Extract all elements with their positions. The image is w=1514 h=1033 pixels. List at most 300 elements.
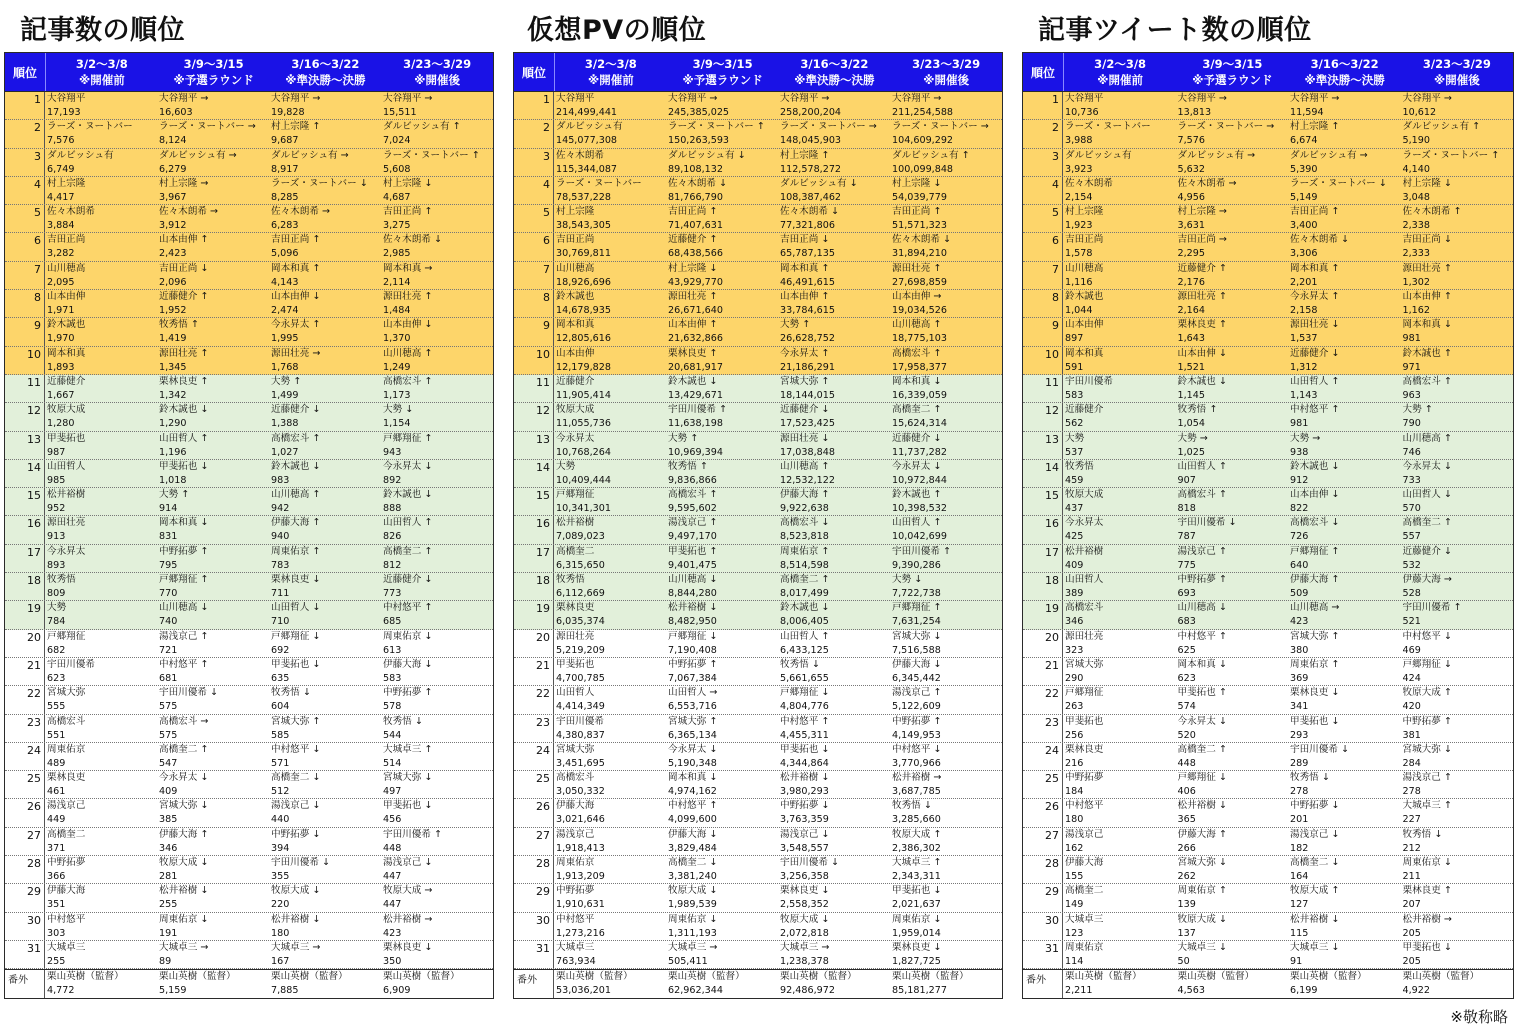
metric-value: 6,433,125 bbox=[780, 644, 829, 656]
player-name: 源田壮亮 ↑ bbox=[668, 291, 718, 303]
metric-value: 1,345 bbox=[159, 361, 187, 373]
player-name: 高橋宏斗 bbox=[47, 715, 86, 727]
player-name: 甲斐拓也 ↓ bbox=[892, 885, 942, 897]
ranking-cell bbox=[1401, 375, 1514, 402]
metric-value: 191 bbox=[159, 927, 178, 939]
metric-value: 1,044 bbox=[1065, 305, 1093, 317]
metric-value: 812 bbox=[383, 559, 402, 571]
player-name: 源田壮亮 ↑ bbox=[1177, 291, 1227, 303]
ranking-cell bbox=[157, 601, 269, 628]
table-row bbox=[1023, 290, 1513, 318]
table-row bbox=[514, 545, 1002, 573]
metric-value: 423 bbox=[383, 927, 402, 939]
metric-value: 16,339,059 bbox=[892, 389, 947, 401]
metric-value: 10,409,444 bbox=[556, 474, 611, 486]
metric-value: 693 bbox=[1177, 588, 1196, 600]
player-name: 山川穂高 ↓ bbox=[159, 602, 209, 614]
rank-number: 12 bbox=[5, 403, 45, 430]
player-name: 村上宗隆 ↑ bbox=[271, 121, 321, 133]
metric-value: 424 bbox=[1402, 672, 1421, 684]
metric-value: 575 bbox=[159, 701, 178, 713]
player-name: 山田哲人 bbox=[1065, 574, 1104, 586]
ranking-cell bbox=[666, 913, 778, 940]
rank-number: 21 bbox=[5, 658, 45, 685]
player-name: 中野拓夢 bbox=[47, 857, 86, 869]
player-name: 宮城大弥 bbox=[47, 687, 86, 699]
ranking-cell bbox=[1176, 120, 1289, 147]
metric-value: 773 bbox=[383, 588, 402, 600]
ranking-cell bbox=[157, 658, 269, 685]
player-name: 山田哲人 ↓ bbox=[1402, 489, 1452, 501]
ranking-cell bbox=[45, 799, 157, 826]
metric-value: 10,042,699 bbox=[892, 531, 947, 543]
player-name: 山本由伸 ↓ bbox=[271, 291, 321, 303]
player-name: 村上宗隆 bbox=[556, 206, 595, 218]
metric-value: 892 bbox=[383, 474, 402, 486]
player-name: 周東佑京 ↓ bbox=[892, 913, 942, 925]
table-row bbox=[514, 375, 1002, 403]
metric-value: 303 bbox=[47, 927, 66, 939]
ranking-cell bbox=[45, 290, 157, 317]
metric-value: 4,700,785 bbox=[556, 672, 605, 684]
player-name: 村上宗隆 → bbox=[1177, 206, 1227, 218]
ranking-cell bbox=[157, 177, 269, 204]
table-row bbox=[1023, 545, 1513, 573]
metric-value: 459 bbox=[1065, 474, 1084, 486]
table-row bbox=[1023, 149, 1513, 177]
player-name: 大勢 bbox=[1065, 432, 1085, 444]
ranking-cell bbox=[1401, 262, 1514, 289]
player-name: 吉田正尚 ↓ bbox=[780, 234, 830, 246]
player-name: 村上宗隆 ↑ bbox=[780, 149, 830, 161]
ranking-cell bbox=[890, 375, 1002, 402]
ranking-cell bbox=[1176, 799, 1289, 826]
ranking-cell bbox=[1288, 120, 1401, 147]
player-name: 栗林良吏 ↑ bbox=[668, 347, 718, 359]
metric-value: 12,532,122 bbox=[780, 474, 835, 486]
ranking-cell bbox=[269, 941, 381, 968]
player-name: 今永昇太 ↓ bbox=[1402, 460, 1452, 472]
player-name: 今永昇太 ↓ bbox=[668, 743, 718, 755]
rank-number: 19 bbox=[514, 601, 554, 628]
player-name: 近藤健介 ↑ bbox=[668, 234, 718, 246]
player-name: 牧秀悟 ↓ bbox=[780, 658, 820, 670]
metric-value: 938 bbox=[1290, 446, 1309, 458]
metric-value: 13,429,671 bbox=[668, 389, 723, 401]
table-row bbox=[514, 516, 1002, 544]
metric-value: 167 bbox=[271, 955, 290, 967]
metric-value: 18,144,015 bbox=[780, 389, 835, 401]
rank-number: 30 bbox=[1023, 913, 1063, 940]
metric-value: 2,295 bbox=[1177, 248, 1205, 260]
player-name: 源田壮亮 ↓ bbox=[1290, 319, 1340, 331]
player-name: 戸郷翔征 ↑ bbox=[1290, 545, 1340, 557]
table-row bbox=[514, 941, 1002, 969]
player-name: 大谷翔平 → bbox=[1290, 93, 1340, 104]
rank-number: 18 bbox=[514, 573, 554, 600]
metric-value: 104,609,292 bbox=[892, 135, 954, 147]
ranking-cell bbox=[45, 545, 157, 572]
player-name: 栗林良吏 ↓ bbox=[780, 885, 830, 897]
ranking-cell bbox=[157, 403, 269, 430]
metric-value: 1,280 bbox=[47, 418, 75, 430]
ranking-cell bbox=[1176, 573, 1289, 600]
ranking-cell bbox=[381, 743, 493, 770]
ranking-cell bbox=[1176, 149, 1289, 176]
player-name: 宮城大弥 ↓ bbox=[1402, 743, 1452, 755]
table-row bbox=[1023, 262, 1513, 290]
table-row bbox=[5, 630, 493, 658]
player-name: 周東佑京 bbox=[556, 857, 595, 869]
metric-value: 180 bbox=[271, 927, 290, 939]
rank-number: 13 bbox=[1023, 432, 1063, 459]
player-name: 湯浅京己 bbox=[47, 800, 86, 812]
rank-number: 15 bbox=[514, 488, 554, 515]
rank-number: 6 bbox=[5, 233, 45, 260]
metric-value: 17,193 bbox=[47, 107, 81, 118]
player-name: 戸郷翔征 ↑ bbox=[383, 432, 433, 444]
player-name: 山本由伸 bbox=[1065, 319, 1104, 331]
metric-value: 365 bbox=[1177, 814, 1196, 826]
week-header bbox=[381, 53, 493, 91]
ranking-cell bbox=[1176, 488, 1289, 515]
table-row bbox=[514, 92, 1002, 120]
ranking-cell bbox=[890, 601, 1002, 628]
player-name: ラーズ・ヌートバー → bbox=[159, 121, 256, 133]
player-name: 鈴木誠也 bbox=[47, 319, 86, 331]
metric-value: 1,537 bbox=[1290, 333, 1318, 345]
ranking-cell bbox=[269, 743, 381, 770]
player-name: 今永昇太 ↓ bbox=[1177, 715, 1227, 727]
metric-value: 1,145 bbox=[1177, 389, 1205, 401]
metric-value: 15,624,314 bbox=[892, 418, 947, 430]
metric-value: 635 bbox=[271, 672, 290, 684]
player-name: 高橋宏斗 ↑ bbox=[668, 489, 718, 501]
player-name: 岡本和真 bbox=[47, 347, 86, 359]
ranking-cell bbox=[381, 516, 493, 543]
player-name: 岡本和真 ↓ bbox=[1177, 658, 1227, 670]
table-row bbox=[5, 658, 493, 686]
player-name: 周東佑京 ↑ bbox=[780, 545, 830, 557]
rank-number: 26 bbox=[5, 799, 45, 826]
player-name: 宇田川優希 ↓ bbox=[780, 857, 840, 869]
ranking-cell bbox=[269, 545, 381, 572]
rank-number: 14 bbox=[514, 460, 554, 487]
player-name: 中野拓夢 ↓ bbox=[1290, 800, 1340, 812]
week-range: 3/16〜3/22 bbox=[291, 57, 360, 71]
table-row bbox=[514, 262, 1002, 290]
metric-value: 11,055,736 bbox=[556, 418, 611, 430]
player-name: 山田哲人 → bbox=[668, 687, 718, 699]
ranking-cell bbox=[1063, 799, 1176, 826]
player-name: 佐々木朗希 bbox=[556, 149, 604, 161]
week-phase: ※予選ラウンド bbox=[173, 73, 254, 87]
ranking-cell bbox=[1176, 460, 1289, 487]
metric-value: 205 bbox=[1402, 955, 1421, 967]
player-name: 牧原大成 bbox=[1065, 489, 1104, 501]
metric-value: 255 bbox=[47, 955, 66, 967]
week-range: 3/9〜3/15 bbox=[692, 57, 753, 71]
metric-value: 30,769,811 bbox=[556, 248, 611, 260]
ranking-cell bbox=[157, 573, 269, 600]
ranking-cell bbox=[778, 233, 890, 260]
player-name: 牧秀悟 ↓ bbox=[271, 687, 311, 699]
metric-value: 123 bbox=[1065, 927, 1084, 939]
metric-value: 114 bbox=[1065, 955, 1084, 967]
table-row bbox=[1023, 347, 1513, 375]
player-name: 近藤健介 ↓ bbox=[271, 404, 321, 416]
player-name: 中村悠平 ↑ bbox=[668, 800, 718, 812]
player-name: 大城卓三 → bbox=[159, 941, 209, 953]
player-name: ダルビッシュ有 bbox=[1065, 149, 1132, 161]
ranking-cell bbox=[157, 347, 269, 374]
metric-value: 65,787,135 bbox=[780, 248, 835, 260]
ranking-cell bbox=[1063, 941, 1176, 968]
ranking-cell bbox=[1176, 658, 1289, 685]
ranking-cell bbox=[1063, 233, 1176, 260]
ranking-cell bbox=[778, 177, 890, 204]
table-row bbox=[5, 941, 493, 969]
player-name: 戸郷翔征 ↓ bbox=[1177, 772, 1227, 784]
metric-value: 1,311,193 bbox=[668, 927, 717, 939]
player-name: 山本由伸 ↑ bbox=[780, 291, 830, 303]
player-name: 吉田正尚 bbox=[47, 234, 86, 246]
ranking-cell bbox=[778, 149, 890, 176]
player-name: 近藤健介 ↓ bbox=[383, 574, 433, 586]
metric-value: 1,995 bbox=[271, 333, 299, 345]
player-name: 宮城大弥 ↓ bbox=[383, 772, 433, 784]
player-name: 湯浅京己 bbox=[556, 828, 595, 840]
week-header bbox=[1064, 53, 1176, 91]
table-row bbox=[514, 460, 1002, 488]
table-row bbox=[514, 290, 1002, 318]
player-name: 栗林良吏 ↓ bbox=[892, 941, 942, 953]
metric-value: 2,474 bbox=[271, 305, 299, 317]
player-name: 伊藤大海 bbox=[556, 800, 595, 812]
player-name: 松井裕樹 ↓ bbox=[271, 913, 321, 925]
player-name: ダルビッシュ有 bbox=[47, 149, 114, 161]
player-name: 大谷翔平 → bbox=[1177, 93, 1227, 104]
ranking-cell bbox=[381, 149, 493, 176]
player-name: 中野拓夢 ↑ bbox=[383, 687, 433, 699]
ranking-cell bbox=[1288, 149, 1401, 176]
metric-value: 26,671,640 bbox=[668, 305, 723, 317]
player-name: 戸郷翔征 bbox=[1065, 687, 1104, 699]
metric-value: 9,497,170 bbox=[668, 531, 717, 543]
metric-value: 3,923 bbox=[1065, 163, 1093, 175]
table-row bbox=[5, 715, 493, 743]
ranking-cell bbox=[381, 686, 493, 713]
player-name: ダルビッシュ有 → bbox=[159, 149, 237, 161]
ranking-cell bbox=[666, 375, 778, 402]
table-row bbox=[514, 233, 1002, 261]
metric-value: 323 bbox=[1065, 644, 1084, 656]
player-name: 源田壮亮 bbox=[556, 630, 595, 642]
player-name: 大谷翔平 → bbox=[668, 93, 718, 104]
metric-value: 27,698,859 bbox=[892, 276, 947, 288]
rank-number: 31 bbox=[1023, 941, 1063, 968]
rank-number: 19 bbox=[5, 601, 45, 628]
player-name: 山田哲人 ↑ bbox=[383, 517, 433, 529]
ranking-cell bbox=[381, 460, 493, 487]
player-name: 牧原大成 bbox=[556, 404, 595, 416]
metric-value: 3,829,484 bbox=[668, 842, 717, 854]
player-name: 中村悠平 bbox=[556, 913, 595, 925]
rank-number: 14 bbox=[1023, 460, 1063, 487]
player-name: 宮城大弥 ↑ bbox=[780, 375, 830, 387]
table-row bbox=[5, 262, 493, 290]
player-name: 大城卓三 ↑ bbox=[892, 857, 942, 869]
metric-value: 551 bbox=[47, 729, 66, 741]
metric-value: 4,563 bbox=[1177, 985, 1205, 997]
player-name: 吉田正尚 ↓ bbox=[159, 262, 209, 274]
player-name: 高橋宏斗 ↑ bbox=[892, 347, 942, 359]
ranking-cell bbox=[778, 403, 890, 430]
rank-number: 29 bbox=[514, 884, 554, 911]
rank-number: 21 bbox=[514, 658, 554, 685]
ranking-cell bbox=[1063, 601, 1176, 628]
rank-number: 1 bbox=[514, 92, 554, 119]
ranking-cell bbox=[1401, 347, 1514, 374]
player-name: 高橋奎二 ↑ bbox=[159, 743, 209, 755]
metric-value: 1,312 bbox=[1290, 361, 1318, 373]
week-phase: ※開催後 bbox=[923, 73, 969, 87]
metric-value: 1,667 bbox=[47, 389, 75, 401]
ranking-cell bbox=[666, 630, 778, 657]
player-name: 大勢 bbox=[556, 460, 576, 472]
player-name: ラーズ・ヌートバー ↓ bbox=[1290, 177, 1387, 189]
table-row bbox=[5, 120, 493, 148]
metric-value: 4,956 bbox=[1177, 191, 1205, 203]
metric-value: 1,143 bbox=[1290, 389, 1318, 401]
table-row bbox=[1023, 884, 1513, 912]
ranking-cell bbox=[666, 545, 778, 572]
metric-value: 11,737,282 bbox=[892, 446, 947, 458]
metric-value: 985 bbox=[47, 474, 66, 486]
metric-value: 449 bbox=[47, 814, 66, 826]
player-name: ダルビッシュ有 ↑ bbox=[1402, 121, 1481, 133]
metric-value: 469 bbox=[1402, 644, 1421, 656]
ranking-cell bbox=[666, 318, 778, 345]
metric-value: 148,045,903 bbox=[780, 135, 842, 147]
ranking-cell bbox=[157, 913, 269, 940]
metric-value: 456 bbox=[383, 814, 402, 826]
ranking-cell bbox=[666, 884, 778, 911]
metric-value: 137 bbox=[1177, 927, 1196, 939]
article-count-title: 記事数の順位 bbox=[20, 15, 185, 46]
ranking-cell bbox=[45, 516, 157, 543]
metric-value: 770 bbox=[159, 588, 178, 600]
player-name: 松井裕樹 ↓ bbox=[159, 885, 209, 897]
player-name: 今永昇太 ↓ bbox=[892, 460, 942, 472]
rank-number: 6 bbox=[1023, 233, 1063, 260]
metric-value: 182 bbox=[1290, 842, 1309, 854]
metric-value: 681 bbox=[159, 672, 178, 684]
rank-number: 17 bbox=[514, 545, 554, 572]
player-name: 佐々木朗希 ↓ bbox=[892, 234, 952, 246]
metric-value: 640 bbox=[1290, 559, 1309, 571]
ranking-cell bbox=[666, 941, 778, 968]
metric-value: 1,893 bbox=[47, 361, 75, 373]
rank-number: 22 bbox=[1023, 686, 1063, 713]
week-range: 3/9〜3/15 bbox=[1202, 57, 1263, 71]
player-name: 牧原大成 ↓ bbox=[271, 885, 321, 897]
ranking-cell bbox=[45, 828, 157, 855]
player-name: 牧原大成 → bbox=[383, 885, 433, 897]
player-name: 高橋奎二 bbox=[556, 545, 595, 557]
ranking-cell bbox=[381, 347, 493, 374]
metric-value: 8,124 bbox=[159, 135, 187, 147]
metric-value: 1,918,413 bbox=[556, 842, 605, 854]
player-name: 源田壮亮 → bbox=[271, 347, 321, 359]
footnote: ※敬称略 bbox=[1450, 1008, 1508, 1026]
ranking-cell bbox=[157, 460, 269, 487]
metric-value: 164 bbox=[1290, 871, 1309, 883]
metric-value: 1,970 bbox=[47, 333, 75, 345]
metric-value: 5,632 bbox=[1177, 163, 1205, 175]
ranking-cell bbox=[1176, 318, 1289, 345]
ranking-cell bbox=[666, 743, 778, 770]
metric-value: 420 bbox=[1402, 701, 1421, 713]
metric-value: 1,290 bbox=[159, 418, 187, 430]
metric-value: 2,095 bbox=[47, 276, 75, 288]
ranking-cell bbox=[1063, 828, 1176, 855]
ranking-cell bbox=[381, 941, 493, 968]
ranking-cell bbox=[1176, 601, 1289, 628]
metric-value: 139 bbox=[1177, 899, 1196, 911]
ranking-cell bbox=[890, 913, 1002, 940]
metric-value: 583 bbox=[1065, 389, 1084, 401]
ranking-cell bbox=[1288, 205, 1401, 232]
ranking-cell bbox=[1063, 375, 1176, 402]
metric-value: 6,279 bbox=[159, 163, 187, 175]
week-phase: ※準決勝〜決勝 bbox=[794, 73, 875, 87]
player-name: 伊藤大海 bbox=[1065, 857, 1104, 869]
table-row bbox=[1023, 686, 1513, 714]
player-name: 高橋宏斗 → bbox=[159, 715, 209, 727]
ranking-cell bbox=[554, 630, 666, 657]
player-name: ラーズ・ヌートバー ↑ bbox=[668, 121, 765, 133]
metric-value: 981 bbox=[1290, 418, 1309, 430]
rank-number: 26 bbox=[1023, 799, 1063, 826]
player-name: 湯浅京己 ↑ bbox=[159, 630, 209, 642]
table-row bbox=[1023, 516, 1513, 544]
metric-value: 18,926,696 bbox=[556, 276, 611, 288]
player-name: 宇田川優希 bbox=[556, 715, 604, 727]
ranking-cell bbox=[890, 630, 1002, 657]
rank-number: 4 bbox=[1023, 177, 1063, 204]
week-phase: ※準決勝〜決勝 bbox=[285, 73, 366, 87]
week-header bbox=[555, 53, 667, 91]
player-name: 吉田正尚 bbox=[556, 234, 595, 246]
ranking-cell bbox=[381, 205, 493, 232]
metric-value: 1,273,216 bbox=[556, 927, 605, 939]
rank-number: 18 bbox=[5, 573, 45, 600]
rank-number: 9 bbox=[1023, 318, 1063, 345]
metric-value: 9,922,638 bbox=[780, 503, 829, 515]
metric-value: 3,451,695 bbox=[556, 757, 605, 769]
player-name: 近藤健介 ↓ bbox=[1290, 347, 1340, 359]
ranking-cell bbox=[1176, 630, 1289, 657]
metric-value: 710 bbox=[271, 616, 290, 628]
metric-value: 1,971 bbox=[47, 305, 75, 317]
metric-value: 971 bbox=[1402, 361, 1421, 373]
player-name: 牧秀悟 bbox=[556, 574, 585, 586]
ranking-cell bbox=[890, 488, 1002, 515]
player-name: 周東佑京 ↓ bbox=[1402, 857, 1452, 869]
metric-value: 1,238,378 bbox=[780, 955, 829, 967]
ranking-cell bbox=[778, 120, 890, 147]
